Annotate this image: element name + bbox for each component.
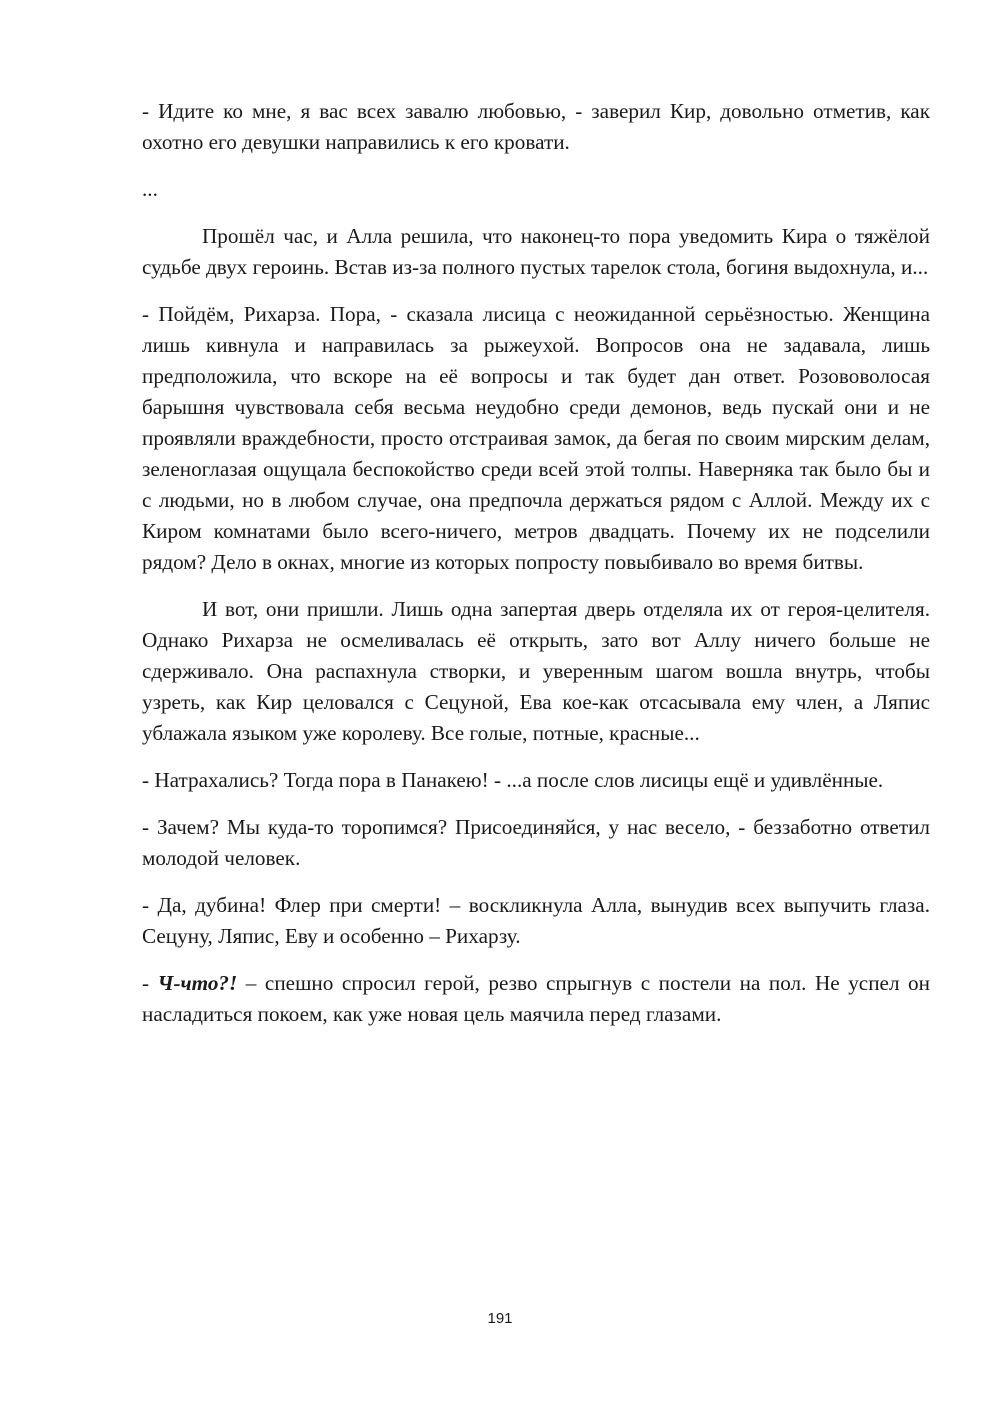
body-text	[142, 96, 930, 1046]
page-number: 191	[487, 1310, 513, 1327]
paragraph-7: - Зачем? Мы куда-то торопимся? Присоединяйся, у нас весело, - беззаботно ответил молодой человек.	[142, 815, 930, 870]
paragraph-9-prefix: -	[142, 971, 158, 995]
paragraph-ellipsis: ...	[142, 177, 158, 201]
paragraph-1: - Идите ко мне, я вас всех завалю любовью, - заверил Кир, довольно отметив, как охотно его девушки направились к его кровати.	[142, 99, 930, 154]
paragraph-6: - Натрахались? Тогда пора в Панакею! - ...а после слов лисицы ещё и удивлённые.	[142, 768, 884, 792]
paragraph-9-rest: – спешно спросил герой, резво спрыгнув с постели на пол. Не успел он насладиться покоем, как уже новая цель маячила перед глазами.	[142, 971, 930, 1026]
paragraph-3: Прошёл час, и Алла решила, что наконец-то пора уведомить Кира о тяжёлой судьбе двух героинь. Встав из-за полного пустых тарелок стола, богиня выдохнула, и...	[142, 224, 930, 279]
paragraph-5: И вот, они пришли. Лишь одна запертая дверь отделяла их от героя-целителя. Однако Рихарза не осмеливалась её открыть, зато вот Аллу ничего больше не сдерживало. Она распахнула створки, и уверенным шагом вошла внутрь, чтобы узреть, как Кир целовался с Сецуной, Ева кое-как отсасывала ему член, а Ляпис ублажала языком уже королеву. Все голые, потные, красные...	[142, 597, 930, 745]
paragraph-4: - Пойдём, Рихарза. Пора, - сказала лисица с неожиданной серьёзностью. Женщина лишь кивнула и направилась за рыжеухой. Вопросов она не задавала, лишь предположила, что вскоре на её вопросы и так будет дан ответ. Розововолосая барышня чувствовала себя весьма неудобно среди демонов, ведь пускай они и не проявляли враждебности, просто отстраивая замок, да бегая по своим мирским делам, зеленоглазая ощущала беспокойство среди всей этой толпы. Наверняка так было бы и с людьми, но в любом случае, она предпочла держаться рядом с Аллой. Между их с Киром комнатами было всего-ничего, метров двадцать. Почему их не подселили рядом? Дело в окнах, многие из которых попросту повыбивало во время битвы.	[142, 302, 930, 574]
paragraph-8: - Да, дубина! Флер при смерти! – воскликнула Алла, вынудив всех выпучить глаза. Сецуну, Ляпис, Еву и особенно – Рихарзу.	[142, 893, 930, 948]
paragraph-9	[142, 968, 930, 1030]
paragraph-9-emphasis: Ч-что?!	[157, 971, 238, 995]
